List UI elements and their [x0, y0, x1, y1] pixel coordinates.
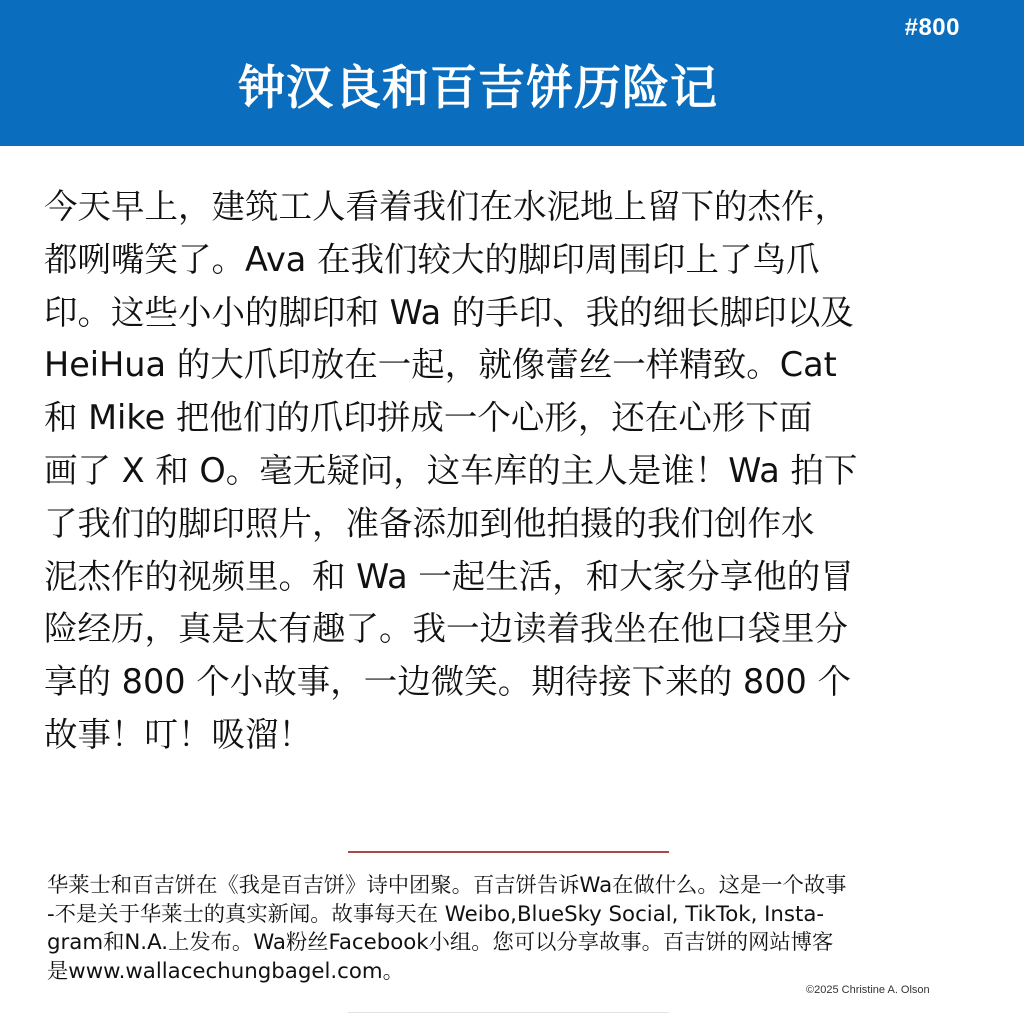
- story-line: 今天早上，建筑工人看着我们在水泥地上留下的杰作，: [44, 187, 848, 226]
- story-line: HeiHua 的大爪印放在一起，就像蕾丝一样精致。Cat: [44, 345, 837, 385]
- story-line: 和 Mike 把他们的爪印拼成一个心形，还在心形下面: [44, 398, 813, 438]
- bottom-rule: [348, 1012, 669, 1013]
- footer-line: gram和N.A.上发布。Wa粉丝Facebook小组。您可以分享故事。百吉饼的网站博客: [47, 930, 834, 955]
- footer-note: [47, 872, 987, 986]
- copyright-notice: ©2025 Christine A. Olson: [806, 984, 930, 996]
- footer-line: 是www.wallacechungbagel.com。: [47, 958, 404, 984]
- story-line: 画了 X 和 O。毫无疑问，这车库的主人是谁！Wa 拍下: [44, 450, 858, 490]
- story-line: 享的 800 个小故事，一边微笑。期待接下来的 800 个: [44, 662, 851, 702]
- story-line: 了我们的脚印照片，准备添加到他拍摄的我们创作水: [44, 503, 815, 543]
- header-bar: [0, 0, 1024, 146]
- page-title: 钟汉良和百吉饼历险记: [238, 61, 718, 116]
- story-line: 都咧嘴笑了。Ava 在我们较大的脚印周围印上了鸟爪: [44, 239, 820, 279]
- story-line: 故事！叮！吸溜！: [44, 714, 312, 754]
- story-line: 险经历，真是太有趣了。我一边读着我坐在他口袋里分: [44, 609, 848, 649]
- footer-line: 华莱士和百吉饼在《我是百吉饼》诗中团聚。百吉饼告诉Wa在做什么。这是一个故事: [47, 873, 847, 898]
- footer-line: -不是关于华莱士的真实新闻。故事每天在 Weibo,BlueSky Social, TikTok, Insta-: [47, 901, 825, 927]
- story-line: 印。这些小小的脚印和 Wa 的手印、我的细长脚印以及: [44, 292, 854, 332]
- section-divider: [348, 851, 669, 853]
- story-body: [44, 181, 984, 762]
- episode-number: #800: [904, 14, 960, 41]
- story-line: 泥杰作的视频里。和 Wa 一起生活，和大家分享他的冒: [44, 556, 854, 596]
